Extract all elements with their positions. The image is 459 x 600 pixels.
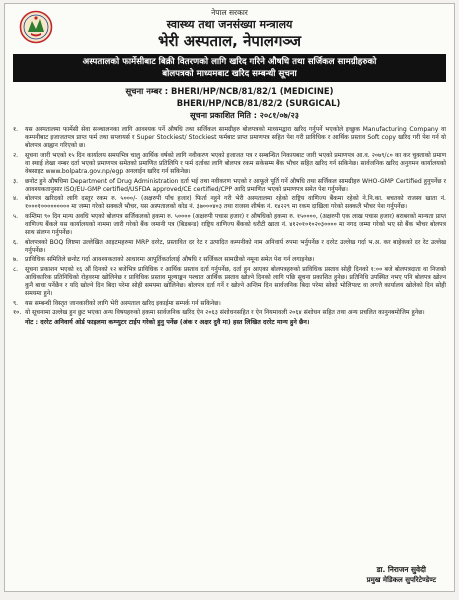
item-text: बोलपत्रको BOQ लिष्टमा उल्लेखित आइटमहरुमा MRP दररेट, प्रस्तावित दर रेट र उत्पादित कम्पनीको नाम अनिवार्य रुपमा भर्नुपर्नेछ र दररेट उल्लेख गर्दा भ.अ. कर बाहेकको दर रेट उल्लेख गर्नुपर्नेछ। [25, 238, 446, 254]
item-number: ८. [13, 265, 19, 273]
item-number: ४. [13, 195, 19, 203]
list-item [13, 213, 446, 238]
list-item [13, 256, 446, 264]
notice-banner [13, 54, 446, 82]
item-number: १. [13, 126, 19, 133]
hospital-title: भेरी अस्पताल, नेपालगञ्ज [157, 32, 302, 50]
ministry-title: स्वास्थ्य तथा जनसंख्या मन्त्रालय [166, 18, 293, 31]
notice-number-surgical: BHERI/HP/NCB/81/82/2 (SURGICAL) [176, 98, 341, 108]
item-text: कम्तिमा ९० दिन मान्य अवधि भएको बोलपत्र सर्जिकलको हकमा रु. ५०००० (अक्षरुपी पचास हजार) र औषधिको हकमा रु. १५००००, (अक्षरुपी एक लाख पचास हजार) बराबरको मान्यता प्राप्त वाणिज्य बैंकले यस कार्यालयको नाममा जारी गरेको बैंक जमानी पत्र (बिडबन्ड) राष्ट्रिय वाणिज्य बैंकको धरौटी खाता नं. ४१२०१०१०२०३०००० मा नगद जम्मा गरेको भए सो बैंक भौचर बोलपत्र साथ संलग्न गर्नुपर्नेछ। [25, 212, 446, 237]
list-item [13, 178, 446, 194]
list-item [13, 309, 446, 317]
signatory-name: डा. निराजन सुवेदी [376, 565, 426, 574]
item-text: सूचना प्रकाशन भएको १६ औं दिनको १२ बजेभित्र प्राविधिक र आर्थिक प्रस्ताव दर्ता गर्नुपर्नेछ, दर्ता हुन आएका बोलपत्रहरुको प्राविधिक प्रस्ताव सोही दिनको १:०० बजे बोलपत्रदाता वा निजको आधिकारिक प्रतिनिधिको रोहवरमा खोलिनेछ र प्राविधिक प्रस्ताव मूल्याङ्कन पश्चात आर्थिक प्रस्ताव खोल्ने दिनको लागि पछि सूचना प्रकाशित हुनेछ। प्रतिनिधि उपस्थित नभए पनि बोलपत्र खोल्न कुनै बाधा पर्नेछैन र यदि खोल्ने दिन बिदा परेमा सोही समयमा खोलिनेछ। बोलपत्र दर्ता गर्ने र खोल्ने अन्तिम दिन सार्वजनिक बिदा परेमा सोको भोलिपल्ट वा लगत्तै कार्यालय खोलेको दिन सोही समयमा हुने। [25, 265, 446, 298]
list-item [13, 126, 446, 151]
banner-line-1: अस्पतालको फार्मेसीबाट बिक्री वितरणको लागि खरिद गरिने औषधि तथा सर्जिकल सामग्रीहरुको [82, 57, 377, 67]
header [5, 8, 454, 51]
banner-line-2: बोलपत्रको माध्यमबाट खरिद सम्बन्धी सूचना [162, 69, 297, 79]
item-text: यस अस्पतालमा फार्मेसी सेवा सञ्चालनका लागि आवश्यक पर्ने औषधि तथा सर्जिकल सामग्रीहरु बोलपत्रको माध्यमद्वारा खरिद गर्नुपर्ने भएकोले इच्छुक Manufacturing Company वा कम्पनीबाट इजाजतपत्र प्राप्त फर्म तथा सप्लायर्स र Super Stockiest/ Stockiest फर्मबाट प्राप्त प्रमाणपत्र सहित पेश गरी प्राविधिक र आर्थिक प्रस्ताव Soft copy खरिद गरी पेश गर्न यो बोलपत्र आह्वान गरिएको छ। [25, 126, 446, 150]
note-text: नोट : दररेट अनिवार्य ओर्ड फाइलमा कम्प्युटर टाईप गरेको हुनु पर्नेछ (अंक र अक्षर दुवै मा) हस्त लिखित दररेट मान्य हुने छैन। [25, 319, 310, 327]
item-text: यस सम्बन्धी विस्तृत जानकारीको लागि भेरी अस्पताल खरिद इकाईमा सम्पर्क गर्न सकिनेछ। [25, 299, 221, 307]
item-number: ३. [13, 177, 19, 185]
list-item [13, 300, 446, 308]
item-number: १०. [13, 308, 22, 316]
government-label: नेपाल सरकार [211, 8, 248, 17]
list-item [13, 152, 446, 177]
item-text: सूचना जारी भएको १५ दिन कार्यालय समयभित्र चालु आर्थिक वर्षको लागि नवीकरण भएको इजाजत पत्र र सम्बन्धित निकायबाट जारी भएको प्रमाणपत्र आ.व. २०७९/८० का कर चुक्ताको प्रमाण वा स्थाई लेखा नम्बर दर्ता भएको प्रमाणपत्र समेतको प्रमाणित प्रतिलिपि र फर्म दर्ताका लागि बोलपत्र रकम सकेसम्म बैंक भौचर सहित खरिद गर्न सकिनेछ। सार्वजनिक खरिद अनुगमन कार्यालयको वेबसाइट www.bolpatra.gov.np/egp अनलाईन खरिद गर्न सकिनेछ। [25, 151, 446, 176]
item-number: २. [13, 151, 19, 159]
item-number: ६. [13, 238, 19, 246]
item-text: प्राविधिक समितिले छनोट गर्दा आवश्यकताको आधारमा आपूर्तिकर्तालाई औषधि र सर्जिकल सामग्रीको नमूना समेत पेश गर्न लगाइनेछ। [25, 256, 315, 264]
notice-numbers [5, 85, 454, 109]
notice-items-list [13, 126, 446, 317]
signature-block [367, 565, 436, 585]
published-date-value: २०८१/०७/२३ [259, 111, 299, 120]
signatory-title: प्रमुख मेडिकल सुपरिटेण्डेण्ट [366, 576, 436, 584]
nepal-emblem-icon [19, 10, 53, 44]
list-item [13, 266, 446, 299]
list-item [13, 195, 446, 211]
notice-number-medicine: BHERI/HP/NCB/81/82/1 (MEDICINE) [171, 86, 334, 96]
published-date-label: सूचना प्रकाशित मिति : [190, 111, 257, 120]
item-number: ५. [13, 212, 19, 220]
item-number: ७. [13, 256, 19, 264]
published-date-row [5, 110, 454, 122]
list-item [13, 239, 446, 255]
item-number: ९. [13, 299, 19, 307]
item-text: छनोट हुने औषधिमा Department of Drug Administration दर्ता भई तथा नवीकरण भएको र आफूले पूर्ति गर्ने औषधि तथा सर्जिकल सामग्रीहरु WHO-GMP Certified हुनुपर्नेछ र आवश्यकतानुसार ISO/EU-GMP certified/USFDA approved/CE certified/CPP आदि प्रमाणित भएको प्रमाणपत्र समेत पेश गर्नुपर्नेछ। [25, 177, 446, 193]
notice-number-label: सूचना नम्बर : [125, 86, 169, 96]
item-text: यो सूचनामा उल्लेख हुन छुट भएका अन्य विषयहरुको हकमा सार्वजनिक खरिद ऐन २०६३ संशोधनसहित र ऐन नियमावली २०६४ संशोधन सहित तथा अन्य प्रचलित कानुनबमोजिम हुनेछ। [25, 308, 425, 316]
item-text: बोलपत्र खरिदको लागि दस्तुर रकम रु. ५०००/- (अक्षरुपी पाँच हजार) फिर्ता नहुने गरी भेरी अस्पतालमा रहेको राष्ट्रिय वाणिज्य बैंकमा रहेको ने.नि.का. बचतको राजस्व खाता नं. १०००१००००००००० मा जम्मा गरेको सक्कलै भौचर, यस अस्पतालको कोड नं. ३७०००४०३ तथा राजस्व शीर्षक नं. १४२२९ मा रकम दाखिला गरेको सक्कलै भौचर पेश गर्नुपर्नेछ। [25, 195, 446, 211]
notice-page [4, 3, 455, 592]
